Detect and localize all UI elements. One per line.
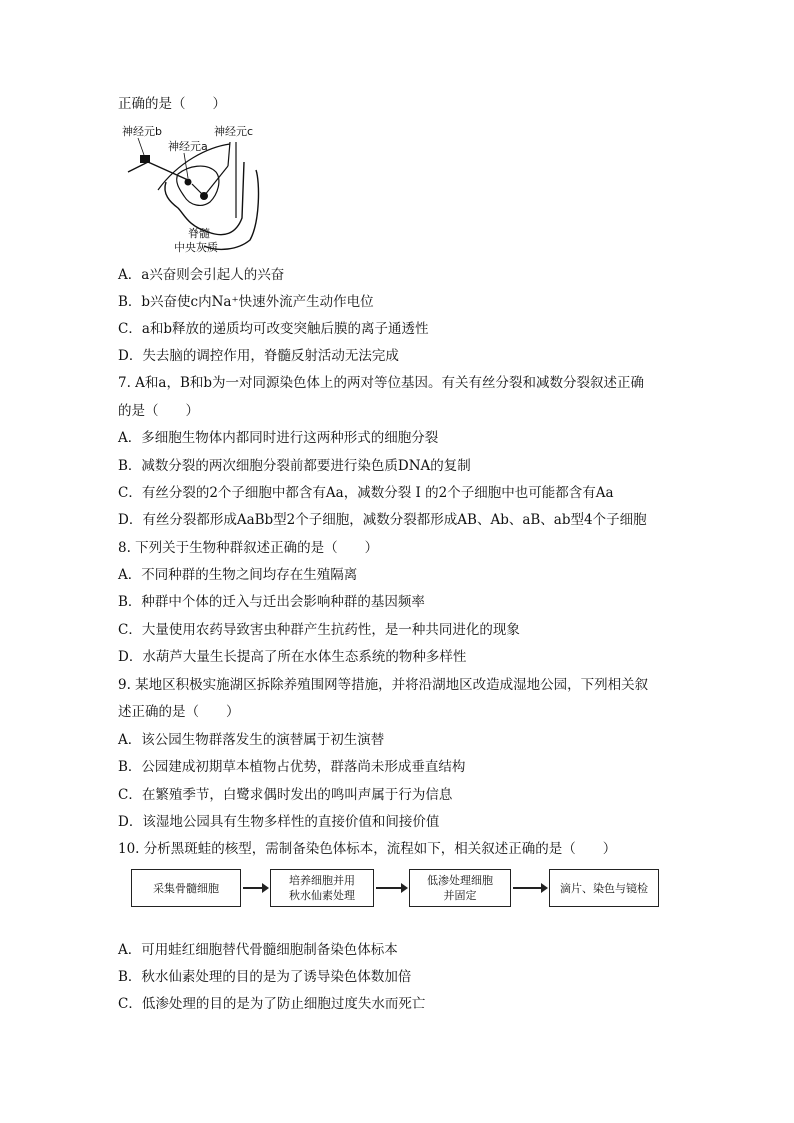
pointer-a (184, 153, 188, 178)
flow-arrow-1 (243, 887, 263, 889)
neuron-b-axon-left (128, 162, 148, 172)
q8-option-d: D．水葫芦大量生长提高了所在水体生态系统的物种多样性 (118, 649, 467, 665)
spinal-cord-outer (204, 170, 258, 249)
flow-step-stain (549, 869, 659, 907)
label-gray-matter: 中央灰质 (174, 241, 218, 254)
q9-stem-line1: 9. 某地区积极实施湖区拆除养殖围网等措施，并将沿湖地区改造成湿地公园，下列相关叙 (118, 677, 649, 693)
flow-step-collect (131, 869, 241, 907)
q7-stem-line1: 7. A和a，B和b为一对同源染色体上的两对等位基因。有关有丝分裂和减数分裂叙述正确 (118, 375, 645, 391)
q8-option-b: B．种群中个体的迁入与迁出会影响种群的基因频率 (118, 594, 425, 610)
q6-stem-tail: 正确的是（ ） (118, 96, 226, 112)
neuron-c-pointer (228, 142, 230, 166)
q10-flowchart (131, 869, 661, 913)
q7-option-d: D．有丝分裂都形成AaBb型2个子细胞，减数分裂都形成AB、Ab、aB、ab型4个子细胞 (118, 512, 647, 528)
flow-step-hypotonic (409, 869, 511, 907)
q9-option-c: C．在繁殖季节，白鹭求偶时发出的鸣叫声属于行为信息 (118, 787, 453, 803)
q10-option-a: A．可用蛙红细胞替代骨髓细胞制备染色体标本 (118, 942, 398, 958)
label-neuron-c: 神经元c (214, 125, 254, 138)
flow-arrow-2 (376, 887, 402, 889)
interneuron-link (192, 184, 204, 196)
q8-option-c: C．大量使用农药导致害虫种群产生抗药性，是一种共同进化的现象 (118, 622, 520, 638)
q7-option-a: A．多细胞生物体内都同时进行这两种形式的细胞分裂 (118, 430, 439, 446)
flow-arrow-3 (513, 887, 542, 889)
q7-stem-line2: 的是（ ） (118, 403, 199, 419)
label-neuron-b: 神经元b (122, 125, 162, 138)
q10-stem: 10. 分析黑斑蛙的核型，需制备染色体标本，流程如下，相关叙述正确的是（ ） (118, 841, 617, 857)
q9-option-b: B．公园建成初期草本植物占优势，群落尚未形成垂直结构 (118, 759, 466, 775)
q10-option-b: B．秋水仙素处理的目的是为了诱导染色体数加倍 (118, 969, 412, 985)
q9-option-a: A．该公园生物群落发生的演替属于初生演替 (118, 732, 385, 748)
reflex-arc-diagram (118, 122, 278, 262)
flow-step-collect-label: 采集骨髓细胞 (153, 881, 219, 895)
q7-option-b: B．减数分裂的两次细胞分裂前都要进行染色质DNA的复制 (118, 458, 471, 474)
q10-option-c: C．低渗处理的目的是为了防止细胞过度失水而死亡 (118, 996, 426, 1012)
flow-step-culture-line1: 培养细胞并用 (289, 874, 355, 887)
flow-step-hypotonic-line2: 并固定 (443, 889, 477, 902)
flow-step-stain-label: 滴片、染色与镜检 (560, 881, 648, 895)
q9-stem-line2: 述正确的是（ ） (118, 704, 240, 720)
neuron-b-ganglion (140, 155, 150, 163)
pointer-b (138, 138, 144, 155)
q6-option-b: B．b兴奋使c内Na⁺快速外流产生动作电位 (118, 294, 374, 310)
flow-step-culture-line2: 秋水仙素处理 (289, 889, 355, 902)
q6-option-a: A．a兴奋则会引起人的兴奋 (118, 267, 285, 283)
q8-option-a: A．不同种群的生物之间均存在生殖隔离 (118, 567, 358, 583)
q6-option-c: C．a和b释放的递质均可改变突触后膜的离子通透性 (118, 321, 429, 337)
q6-option-d: D．失去脑的调控作用，脊髓反射活动无法完成 (118, 348, 399, 364)
flow-step-culture (270, 869, 374, 907)
synapse-b (185, 179, 192, 186)
label-neuron-a: 神经元a (168, 140, 208, 153)
flow-step-hypotonic-line1: 低渗处理细胞 (427, 874, 493, 887)
label-spinal-cord: 脊髓 (188, 227, 210, 240)
q8-stem: 8. 下列关于生物种群叙述正确的是（ ） (118, 540, 379, 556)
neuron-c-dendrite (204, 166, 228, 196)
q9-option-d: D．该湿地公园具有生物多样性的直接价值和间接价值 (118, 814, 440, 830)
q7-option-c: C．有丝分裂的2个子细胞中都含有Aa，减数分裂 Ⅰ 的2个子细胞中也可能都含有Aa (118, 485, 614, 501)
